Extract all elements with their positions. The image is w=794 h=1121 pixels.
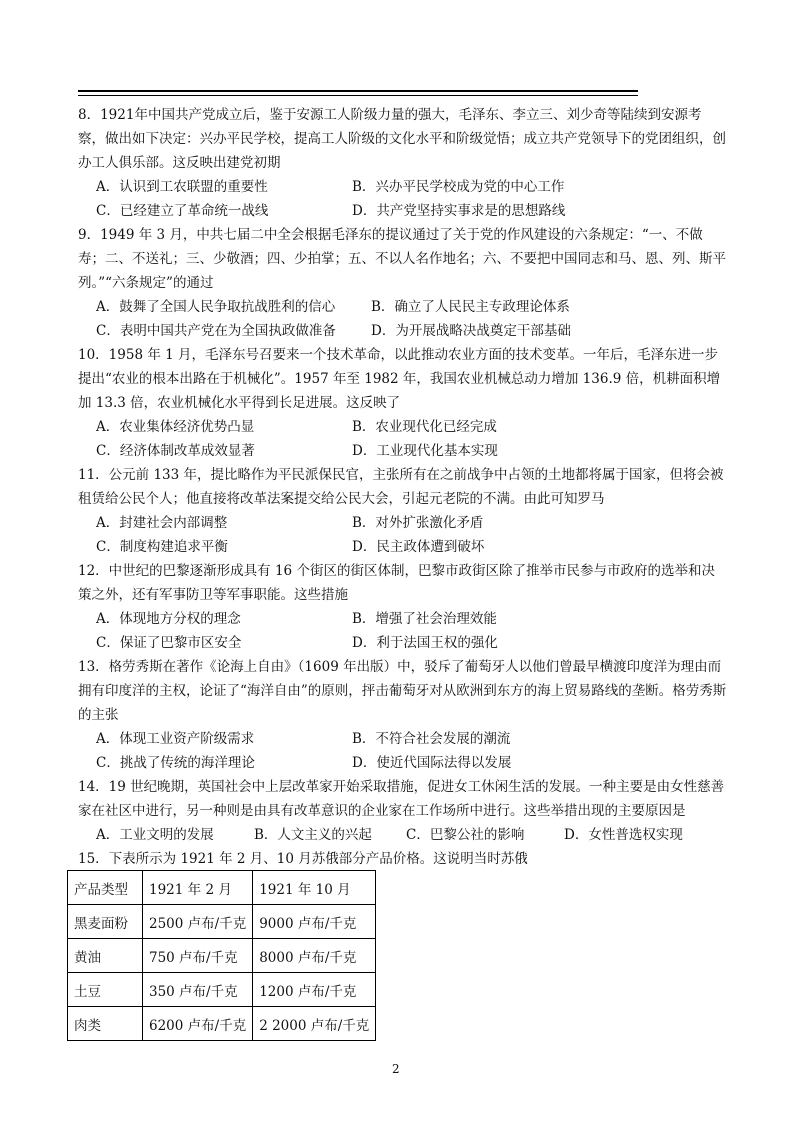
question-9-options — [96, 295, 571, 343]
question-14-options — [96, 823, 683, 847]
question-8-option-a: A．认识到工农联盟的重要性 — [96, 179, 268, 195]
question-9-option-a: A．鼓舞了全国人民争取抗战胜利的信心 — [96, 299, 336, 315]
question-11-stem: 11．公元前 133 年，提比略作为平民派保民官，主张所有在之前战争中占领的土地都将属于国家，但将会被租赁给公民个人；他直接将改革法案提交给公民大会，引起元老院的不满。由此可知罗马 — [78, 467, 724, 507]
table-cell: 9000 卢布/千克 — [253, 905, 376, 939]
question-12-option-d: D．利于法国王权的强化 — [352, 635, 498, 651]
table-cell: 350 卢布/千克 — [143, 973, 253, 1007]
header-rule-thick — [78, 90, 638, 92]
table-row — [68, 939, 376, 973]
question-9-option-c: C．表明中国共产党在为全国执政做准备 — [96, 323, 336, 339]
table-cell: 1200 卢布/千克 — [253, 973, 376, 1007]
table-cell: 8000 卢布/千克 — [253, 939, 376, 973]
table-cell: 肉类 — [68, 1007, 143, 1041]
question-14-option-b: B．人文主义的兴起 — [254, 827, 372, 843]
question-13-options — [96, 727, 511, 775]
question-13-stem: 13．格劳秀斯在著作《论海上自由》（1609 年出版）中，驳斥了葡萄牙人以他们曾最早横渡印度洋为理由而拥有印度洋的主权，论证了“海洋自由”的原则，抨击葡萄牙对从欧洲到东方的海上贸易路线的垄断。格劳秀斯的主张 — [78, 659, 727, 723]
question-8-option-c: C．已经建立了革命统一战线 — [96, 203, 269, 219]
table-cell: 6200 卢布/千克 — [143, 1007, 253, 1041]
question-11-option-d: D．民主政体遭到破坏 — [352, 539, 485, 555]
table-cell: 2 2000 卢布/千克 — [253, 1007, 376, 1041]
question-9-option-d: D．为开展战略决战奠定干部基础 — [371, 323, 571, 339]
question-13-option-b: B．不符合社会发展的潮流 — [352, 731, 511, 747]
question-10-options — [96, 415, 498, 463]
page-number: 2 — [392, 1062, 400, 1076]
question-11-option-c: C．制度构建追求平衡 — [96, 539, 228, 555]
question-8-option-b: B．兴办平民学校成为党的中心工作 — [352, 179, 565, 195]
table-row — [68, 905, 376, 939]
question-13-option-c: C．挑战了传统的海洋理论 — [96, 755, 255, 771]
question-8-option-d: D．共产党坚持实事求是的思想路线 — [352, 203, 566, 219]
question-10-option-a: A．农业集体经济优势凸显 — [96, 419, 255, 435]
table-row — [68, 973, 376, 1007]
question-10-option-d: D．工业现代化基本实现 — [352, 443, 498, 459]
question-10-option-c: C．经济体制改革成效显著 — [96, 443, 255, 459]
question-12-stem: 12．中世纪的巴黎逐渐形成具有 16 个街区的街区体制，巴黎市政街区除了推举市民参与市政府的选举和决策之外，还有军事防卫等军事职能。这些措施 — [78, 563, 715, 603]
question-11-options — [96, 511, 484, 559]
question-8-stem: 8．1921年中国共产党成立后，鉴于安源工人阶级力量的强大，毛泽东、李立三、刘少奇等陆续到安源考察，做出如下决定：兴办平民学校，提高工人阶级的文化水平和阶级觉悟；成立共产党领导下的党团组织，创办工人俱乐部。这反映出建党初期 — [78, 107, 726, 171]
question-9-option-b: B．确立了人民民主专政理论体系 — [371, 299, 570, 315]
question-12-option-a: A．体现地方分权的理念 — [96, 611, 241, 627]
question-13-option-d: D．使近代国际法得以发展 — [352, 755, 512, 771]
table-cell: 黑麦面粉 — [68, 905, 143, 939]
question-14-option-d: D．女性普选权实现 — [564, 827, 683, 843]
question-14-stem: 14．19 世纪晚期，英国社会中上层改革家开始采取措施，促进女工休闲生活的发展。一种主要是由女性慈善家在社区中进行，另一种则是由具有改革意识的企业家在工作场所中进行。这些举措出现的主要原因是 — [78, 779, 725, 819]
question-11-option-b: B．对外扩张激化矛盾 — [352, 515, 484, 531]
question-8-options — [96, 175, 565, 223]
question-12-option-c: C．保证了巴黎市区安全 — [96, 635, 242, 651]
question-12-options — [96, 607, 498, 655]
question-15-stem: 15．下表所示为 1921 年 2 月、10 月苏俄部分产品价格。这说明当时苏俄 — [78, 851, 528, 867]
table-cell: 750 卢布/千克 — [143, 939, 253, 973]
table-cell: 2500 卢布/千克 — [143, 905, 253, 939]
table-header-cell: 产品类型 — [68, 871, 143, 905]
question-9-stem: 9．1949 年 3 月，中共七届二中全会根据毛泽东的提议通过了关于党的作风建设的六条规定：“一、不做寿；二、不送礼；三、少敬酒；四、少拍掌；五、不以人名作地名；六、不要把中国同志和马、恩、列、斯平列。”“六条规定”的通过 — [78, 227, 726, 291]
header-rule-thin — [78, 95, 638, 96]
question-14-option-a: A．工业文明的发展 — [96, 827, 214, 843]
question-12-option-b: B．增强了社会治理效能 — [352, 611, 497, 627]
question-10-stem: 10．1958 年 1 月，毛泽东号召要来一个技术革命，以此推动农业方面的技术变革。一年后，毛泽东进一步提出“农业的根本出路在于机械化”。1957 年至 1982 年，我国农业机械总动力增加 136.9 倍，机耕面积增加 13.3 倍，农业机械化水平得到长足进展。这反映了 — [78, 347, 721, 411]
question-13-option-a: A．体现工业资产阶级需求 — [96, 731, 255, 747]
table-cell: 土豆 — [68, 973, 143, 1007]
question-14-option-c: C．巴黎公社的影响 — [406, 827, 525, 843]
question-11-option-a: A．封建社会内部调整 — [96, 515, 228, 531]
table-header-cell: 1921 年 2 月 — [143, 871, 253, 905]
price-table — [67, 870, 376, 1041]
question-10-option-b: B．农业现代化已经完成 — [352, 419, 497, 435]
table-cell: 黄油 — [68, 939, 143, 973]
table-header-row — [68, 871, 376, 905]
table-header-cell: 1921 年 10 月 — [253, 871, 376, 905]
table-row — [68, 1007, 376, 1041]
